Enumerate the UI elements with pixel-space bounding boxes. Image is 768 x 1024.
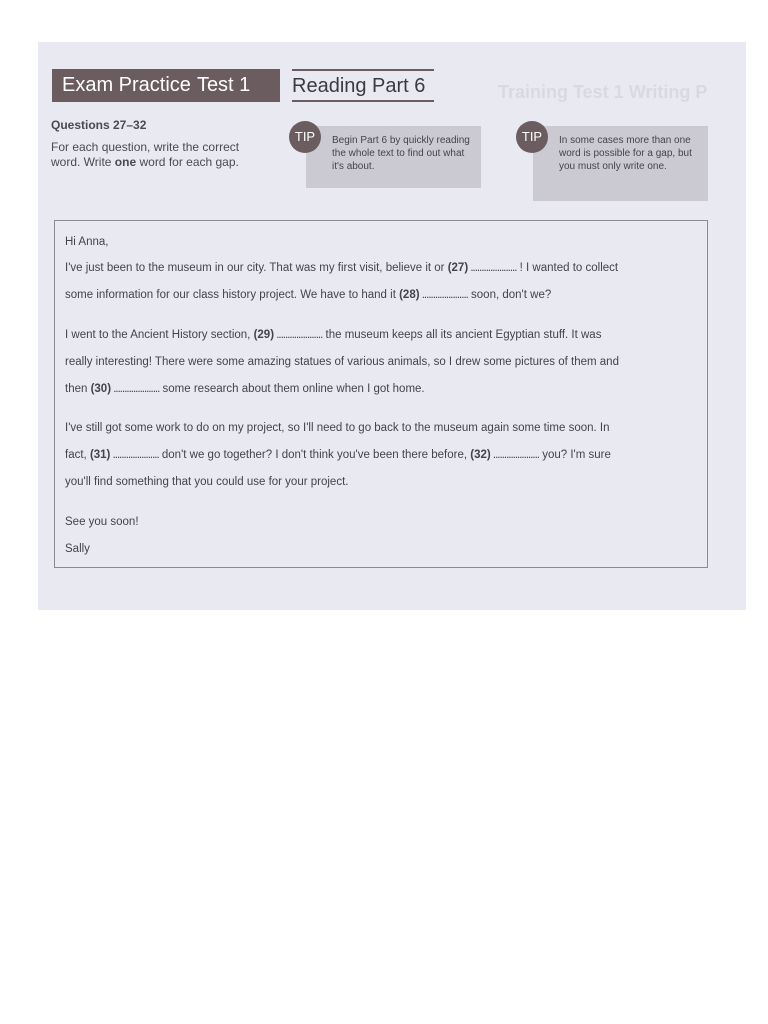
section-heading: Reading Part 6 (292, 69, 434, 102)
letter-text-box (54, 220, 708, 568)
text: I've just been to the museum in our city. That was my first visit, believe it or (65, 262, 448, 274)
gap-27: ..................... (468, 262, 517, 274)
scanned-page (38, 42, 746, 610)
gap-29: ..................... (274, 329, 323, 341)
letter-closing: See you soon! (65, 516, 139, 528)
gap-number-32: (32) (470, 449, 491, 461)
letter-line: you'll find something that you could use for your project. (65, 476, 349, 488)
text: some research about them online when I got home. (159, 383, 425, 395)
text: then (65, 383, 91, 395)
title-test-number: Test 1 (196, 74, 251, 96)
tip-text-1: Begin Part 6 by quickly reading the whole text to find out what it's about. (332, 135, 470, 172)
text: I went to the Ancient History section, (65, 329, 254, 341)
instruction-bold-word: one (114, 155, 137, 169)
questions-instruction (51, 140, 261, 170)
letter-line (65, 262, 618, 274)
questions-range: Questions 27–32 (51, 118, 147, 132)
gap-31: ..................... (110, 449, 159, 461)
text: ! I wanted to collect (516, 262, 619, 274)
text: some information for our class history project. We have to hand it (65, 289, 400, 301)
text: don't we go together? I don't think you've been there before, (158, 449, 471, 461)
gap-number-30: (30) (90, 383, 112, 395)
title-label: Exam Practice (62, 74, 191, 96)
letter-signature: Sally (65, 543, 90, 555)
tip-badge-2: TIP (516, 121, 548, 153)
tip-badge-1: TIP (289, 121, 321, 153)
gap-number-28: (28) (399, 289, 420, 301)
tip-text-2: In some cases more than one word is possible for a gap, but you must only write one. (559, 135, 692, 172)
instruction-line-2a: word. Write (51, 155, 115, 169)
gap-30: ..................... (111, 383, 160, 395)
gap-number-27: (27) (447, 262, 469, 274)
gap-number-29: (29) (253, 329, 275, 341)
gap-32: ..................... (490, 449, 539, 461)
letter-greeting: Hi Anna, (65, 236, 109, 248)
instruction-line-1: For each question, write the correct (51, 140, 240, 154)
text: the museum keeps all its ancient Egyptian stuff. It was (322, 329, 602, 341)
letter-line: I've still got some work to do on my project, so I'll need to go back to the museum again some time soon. In (65, 422, 610, 434)
letter-line (65, 329, 601, 341)
letter-line (65, 449, 611, 461)
tip-box-2 (533, 126, 708, 201)
tip-box-1 (306, 126, 481, 188)
gap-number-31: (31) (89, 449, 111, 461)
instruction-line-2b: word for each gap. (136, 155, 239, 169)
text: fact, (65, 449, 90, 461)
gap-28: ..................... (419, 289, 468, 301)
text: you? I'm sure (539, 449, 611, 461)
letter-line (65, 383, 425, 395)
bleed-through-text: Training Test 1 Writing P (498, 82, 708, 102)
exam-practice-title (52, 69, 280, 102)
letter-line: really interesting! There were some amazing statues of various animals, so I drew some pictures of them and (65, 356, 619, 368)
letter-line (65, 289, 551, 301)
text: soon, don't we? (467, 289, 552, 301)
